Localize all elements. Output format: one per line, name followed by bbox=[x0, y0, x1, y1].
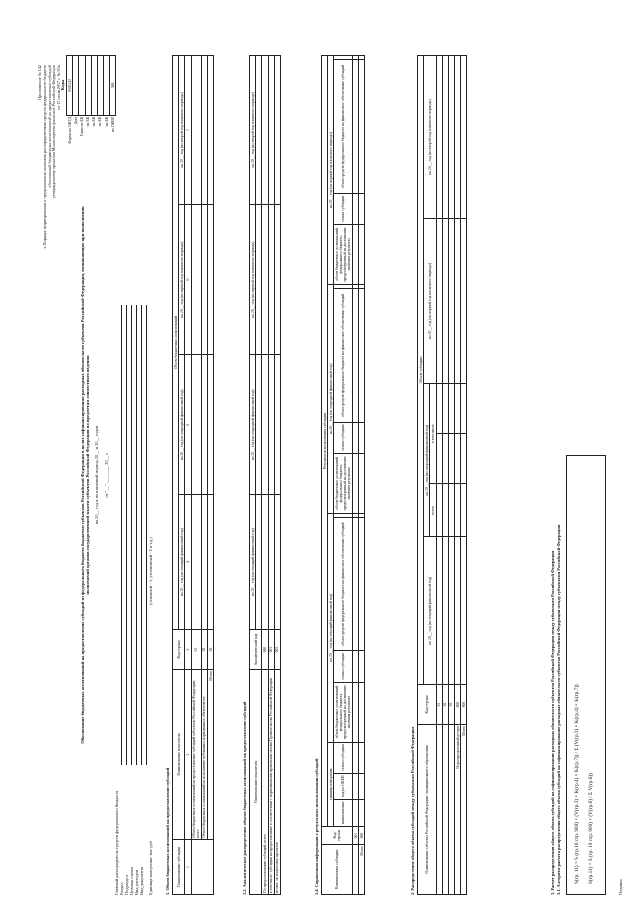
th-sub bbox=[334, 56, 353, 60]
head-field: Единица измерения: тыс руб bbox=[148, 841, 154, 895]
col-num: 6 bbox=[185, 204, 191, 355]
fill-line bbox=[141, 305, 142, 765]
cell bbox=[191, 495, 201, 630]
row-code: 800 bbox=[455, 685, 461, 725]
cell bbox=[359, 517, 365, 651]
th-year: на 20__ год (на текущий финансовый год) bbox=[250, 495, 256, 630]
th-year: на 20__ год (на первый год планового периода) bbox=[424, 219, 436, 384]
cell bbox=[461, 434, 467, 484]
th-sub: ставка субсидии bbox=[334, 422, 353, 453]
th-sub: ставка субсидии bbox=[334, 193, 353, 224]
th-year: на 20__ год (на очередной финансовый год) bbox=[328, 284, 334, 513]
fill-line bbox=[121, 305, 122, 765]
row-code: 03 bbox=[208, 630, 214, 670]
th-sub bbox=[334, 513, 353, 517]
section12-table bbox=[249, 55, 281, 895]
code-label: по БК bbox=[92, 116, 97, 127]
row-label: из них: на подготовку проектов bbox=[274, 670, 280, 895]
th-name: Наименование субсидии bbox=[173, 840, 185, 895]
appendix-line: к Порядку формирования и представления главными распорядителями средств федерального бюджета bbox=[41, 65, 47, 249]
cell bbox=[359, 773, 365, 799]
row-code: 900 bbox=[359, 827, 365, 845]
th-year: на 20__ год (на текущий финансовый год) bbox=[328, 513, 334, 742]
fill-line bbox=[136, 305, 137, 765]
cell bbox=[359, 453, 365, 513]
head-field: Главный распорядитель средств федерального бюджета bbox=[114, 790, 119, 895]
section14-table bbox=[321, 55, 365, 895]
cell bbox=[191, 204, 201, 355]
th-sub: наименование bbox=[334, 799, 353, 826]
section2-title: 2. Распределение общего объема субсидий между субъектами Российской Федерации bbox=[410, 727, 415, 895]
document-date: от "__" ________ 20__ г. bbox=[104, 452, 109, 498]
row-code: 02 bbox=[442, 685, 448, 725]
cell bbox=[359, 422, 365, 453]
head-field: Вид расходов bbox=[134, 869, 140, 895]
th-sub: объем бюджетных ассигнований федерального бюджета, предусмотренный на достижение значения результата bbox=[334, 682, 353, 742]
row-code: 002 bbox=[274, 630, 280, 670]
col-num: 7 bbox=[185, 56, 191, 205]
col-num: 1 bbox=[185, 840, 191, 895]
section2-table bbox=[417, 55, 467, 895]
cell bbox=[359, 289, 365, 423]
th-name: Наименование субсидии bbox=[322, 845, 353, 895]
row-code: 01 bbox=[191, 630, 201, 670]
row-label: Итого bbox=[461, 725, 467, 895]
rotated-sheet bbox=[30, 45, 630, 905]
th-sub: объем средств федерального бюджета на финансовое обеспечение субсидий bbox=[334, 289, 353, 423]
head-field: Раздел bbox=[119, 882, 125, 895]
fill-line bbox=[146, 305, 147, 765]
cell bbox=[359, 224, 365, 284]
th-sub bbox=[334, 284, 353, 288]
code-label: по БК bbox=[98, 116, 103, 127]
code-label: Глава по БК bbox=[79, 116, 84, 137]
th-sub: объем средств федерального бюджета на финансовое обеспечение субсидий bbox=[334, 60, 353, 194]
row-code: 03 bbox=[448, 685, 454, 725]
col-num: 2 bbox=[185, 670, 191, 840]
th-code: Код строки bbox=[418, 685, 437, 725]
doc-type-note: (основной - 1, уточненный - 2 и т.д.) bbox=[148, 537, 153, 605]
cell bbox=[191, 840, 214, 895]
cell bbox=[191, 355, 201, 495]
formula-2: S(гр.11) = S (гр. 10 стр. 900) × (V(гр.8) / Σ V(гр.8)) bbox=[588, 773, 594, 884]
th-year: на 20__ год (на первый год планового периода) bbox=[250, 204, 256, 355]
th-analyt: Аналитический код bbox=[250, 630, 262, 670]
cell bbox=[359, 513, 365, 517]
th-year: на 20__ год (на второй год планового периода) bbox=[250, 56, 256, 205]
cell bbox=[359, 799, 365, 826]
fill-line bbox=[131, 305, 132, 765]
th-code: Код строки bbox=[173, 630, 185, 670]
document-title: Обоснование бюджетных ассигнований на предоставление субсидий из федерального бюджета бюджетам субъектов Российской Федерации в целях софинансирования расходных обязательств субъектов Российской Федерации, возникающих при выполнении полномочий органов государственной власти субъектов Российской Федерации по предметам совместного ведения bbox=[80, 206, 91, 744]
codes-table bbox=[66, 55, 116, 205]
th-year: на 20__ год (на первый год планового периода) bbox=[328, 56, 334, 285]
code-label: по ОКЕИ bbox=[110, 116, 115, 133]
head-field: Подраздел bbox=[124, 875, 130, 895]
th-indicator: Наименование показателя bbox=[250, 670, 262, 895]
appendix-block bbox=[38, 65, 62, 265]
cell bbox=[208, 355, 214, 495]
cell bbox=[461, 219, 467, 384]
appendix-line: обоснований бюджетных ассигнований на предоставление субсидий bbox=[46, 65, 52, 188]
row-code: 001 bbox=[353, 827, 359, 845]
row-label: Нераспределенный резерв bbox=[455, 725, 461, 895]
codes-header: Коды bbox=[60, 79, 65, 91]
cell bbox=[461, 537, 467, 685]
th-year: на 20__ год (на второй год планового периода) bbox=[424, 56, 436, 219]
sign-label: Подпись bbox=[618, 878, 623, 895]
col-num: 4 bbox=[185, 495, 191, 630]
section3-subtitle: 3.1. Алгоритм расчета распределения общего объема субсидий на софинансирование расходных обязательств субъектов Российской Федерации между субъектами Российской Федерации bbox=[556, 524, 561, 895]
cell bbox=[359, 60, 365, 194]
code-label: Форма по ОКУД bbox=[67, 116, 72, 144]
cell bbox=[208, 495, 214, 630]
th-sub: ставка субсидии bbox=[334, 651, 353, 682]
th-sub: всего bbox=[430, 484, 436, 537]
cell bbox=[461, 484, 467, 537]
code-label: Дата bbox=[73, 116, 78, 125]
code-value: 384 bbox=[110, 56, 116, 116]
th-sub: в том числе bbox=[430, 383, 436, 483]
th-year: на 20__ год (на текущий финансовый год) bbox=[179, 495, 185, 630]
th-year: на 20__ год (на очередной финансовый год) bbox=[179, 355, 185, 495]
cell bbox=[359, 651, 365, 682]
section1-table bbox=[172, 55, 214, 895]
th-year: на 20__ год (на текущий финансовый год) bbox=[424, 537, 436, 685]
cell bbox=[274, 495, 280, 630]
row-label: Итого bbox=[359, 845, 365, 895]
cell bbox=[461, 56, 467, 219]
cell bbox=[274, 204, 280, 355]
th-code: Код строки bbox=[322, 827, 353, 845]
cell bbox=[208, 56, 214, 205]
row-label: Итого bbox=[208, 670, 214, 840]
cell bbox=[359, 56, 365, 60]
th-year: на 20__ год (на первый год планового периода) bbox=[179, 204, 185, 355]
th-year: на 20__ год (на очередной финансовый год) bbox=[424, 383, 430, 536]
section3-title: 3. Расчет распределения общего объема субсидий на софинансирование расходных обязательств субъектов Российской Федерации между субъектами Российской Федерации bbox=[550, 550, 555, 895]
fill-line bbox=[126, 305, 127, 765]
cell bbox=[208, 204, 214, 355]
appendix-line: утвержденному приказом Министерства финансов Российской Федерации bbox=[51, 65, 57, 199]
code-label: по БК bbox=[104, 116, 109, 127]
code-value: 0505142 bbox=[67, 56, 73, 116]
cell bbox=[461, 383, 467, 433]
th-sub: ставка субсидии bbox=[334, 742, 353, 773]
th-sub: объем бюджетных ассигнований федерального бюджета, предусмотренный на достижение значения результата bbox=[334, 453, 353, 513]
cell bbox=[359, 682, 365, 742]
th-year: на 20__ год (на второй год планового периода) bbox=[179, 56, 185, 205]
cell bbox=[359, 284, 365, 288]
th-subject: Наименование субъекта Российской Федерации / муниципального образования bbox=[418, 725, 437, 895]
row-code: 000 bbox=[262, 630, 268, 670]
th-volume: Объем субсидии bbox=[418, 56, 424, 685]
cell bbox=[274, 355, 280, 495]
section14-title: 1.4. Справочная информация о результатах использования субсидий bbox=[314, 758, 319, 895]
th-unit: единица измерения bbox=[328, 742, 334, 826]
row-label: По предоставлению субсидий, всего bbox=[262, 670, 268, 895]
th-sub: код по ОКЕИ bbox=[334, 773, 353, 799]
cell bbox=[359, 742, 365, 773]
row-code: 02 bbox=[201, 630, 207, 670]
th-indicator: Наименование показателя bbox=[173, 670, 185, 840]
head-field: Целевая статья bbox=[129, 866, 135, 895]
th-total: Объем бюджетных ассигнований bbox=[173, 56, 179, 630]
row-label: Объем бюджетных ассигнований на исполнение публичных нормативных обязательств bbox=[201, 670, 207, 840]
code-label: по БК bbox=[86, 116, 91, 127]
cell bbox=[191, 56, 201, 205]
col-num: 3 bbox=[185, 630, 191, 670]
row-code: 900 bbox=[461, 685, 467, 725]
formula-1: S(гр. 11) = S (гр.16 стр. 900) × (V(гр.3) × K(гр.4) × K(гр.7)) / Σ (V(гр.3) × K(гр.4) × K(гр.7)) bbox=[574, 684, 580, 884]
row-label: Объем бюджетных ассигнований на предоставление субсидий субъектам Российской Федерации, всего bbox=[191, 670, 201, 840]
section12-title: 1.2. Аналитическое распределение объема бюджетных ассигнований на предоставление субсидий bbox=[242, 701, 247, 895]
document-subtitle: на 20__ год и на плановый период 20__ и 20__ годов bbox=[94, 425, 99, 525]
appendix-line: Приложение № 142 bbox=[37, 65, 42, 100]
th-sub: объем бюджетных ассигнований федерального бюджета, предусмотренный на достижение значения результата bbox=[334, 224, 353, 284]
cell bbox=[274, 56, 280, 205]
cell bbox=[359, 193, 365, 224]
th-result: Результат использования субсидии bbox=[322, 56, 328, 827]
head-field: Вид документа bbox=[139, 866, 145, 895]
row-label: в том числе: субсидии на предоставление в соответствии с нормативными правовыми актами Правительства Российской Федерации bbox=[268, 670, 274, 895]
formula-box bbox=[566, 455, 606, 895]
row-code: 001 bbox=[268, 630, 274, 670]
th-sub: объем средств федерального бюджета на финансовое обеспечение субсидий bbox=[334, 517, 353, 651]
th-year: на 20__ год (на очередной финансовый год) bbox=[250, 355, 256, 495]
col-num: 5 bbox=[185, 355, 191, 495]
row-code: 01 bbox=[436, 685, 442, 725]
appendix-line: от 17 июля 2017 г. № 95н bbox=[56, 65, 62, 110]
section1-title: 1. Объем бюджетных ассигнований на предоставление субсидий bbox=[165, 767, 170, 895]
